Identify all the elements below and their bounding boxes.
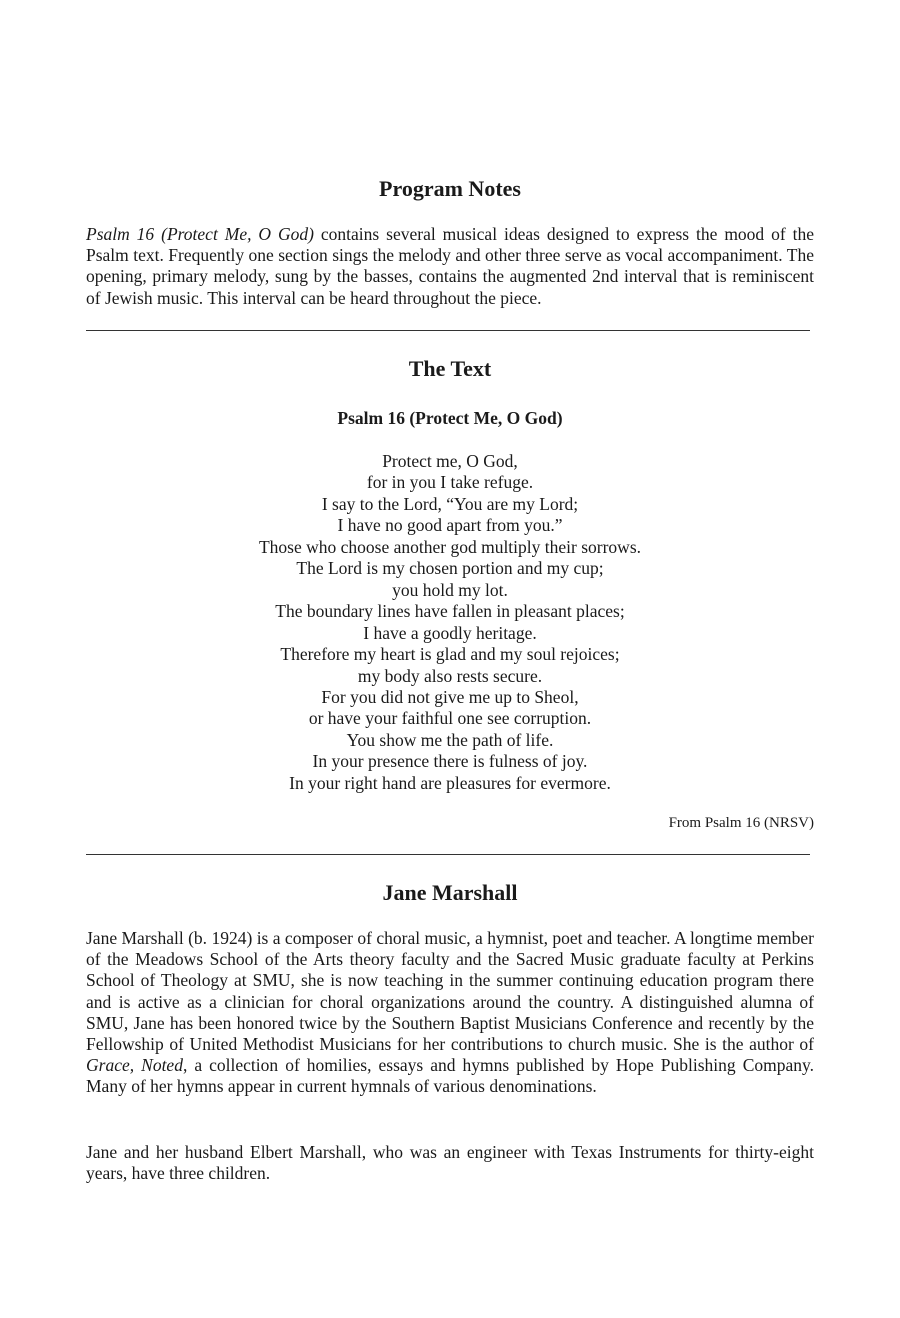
text-section-heading: The Text bbox=[408, 356, 492, 381]
psalm-line: The Lord is my chosen portion and my cup; bbox=[296, 558, 604, 579]
bio-heading: Jane Marshall bbox=[382, 880, 518, 905]
psalm-line: for in you I take refuge. bbox=[366, 472, 534, 493]
psalm-line: In your right hand are pleasures for evermore. bbox=[289, 772, 611, 793]
psalm-line: Those who choose another god multiply their sorrows. bbox=[258, 536, 642, 557]
section-divider bbox=[86, 330, 810, 331]
psalm-line: The boundary lines have fallen in pleasant places; bbox=[275, 601, 625, 622]
bio-text-start: Jane Marshall (b. 1924) is a composer of choral music, a hymnist, poet and teacher. A longtime member of the Meadows School of the Arts theory faculty and the Sacred Music graduate faculty at Perkins School of Theology at SMU, she is now teaching in the summer continuing education program there and is active as a clinician for choral organizations around the country. A distinguished alumna of SMU, Jane has been honored twice by the Southern Baptist Musicians Conference and recently by the Fellowship of United Methodist Musicians for her contributions to church music. She is the author of bbox=[86, 928, 814, 1055]
program-notes-heading: Program Notes bbox=[379, 176, 521, 201]
program-notes-paragraph bbox=[86, 224, 814, 309]
psalm-line: I have a goodly heritage. bbox=[363, 622, 537, 643]
psalm-line: Therefore my heart is glad and my soul rejoices; bbox=[280, 644, 620, 665]
psalm-source: From Psalm 16 (NRSV) bbox=[668, 815, 814, 831]
psalm-line: For you did not give me up to Sheol, bbox=[321, 686, 579, 707]
psalm-line: In your presence there is fulness of joy. bbox=[312, 751, 588, 772]
bio-family-paragraph: Jane and her husband Elbert Marshall, who was an engineer with Texas Instruments for thirty-eight years, have three children. bbox=[86, 1142, 814, 1184]
bio-text-end: , a collection of homilies, essays and hymns published by Hope Publishing Company. Many of her hymns appear in current hymnals of various denominations. bbox=[86, 1055, 814, 1097]
psalm-line: Protect me, O God, bbox=[382, 451, 518, 471]
psalm-line: you hold my lot. bbox=[392, 579, 508, 600]
program-notes-work-title: Psalm 16 (Protect Me, O God) bbox=[86, 224, 314, 244]
psalm-line: or have your faithful one see corruption. bbox=[308, 708, 592, 729]
psalm-text bbox=[86, 451, 814, 794]
psalm-line: I say to the Lord, “You are my Lord; bbox=[321, 493, 579, 514]
psalm-line: I have no good apart from you.” bbox=[337, 515, 563, 536]
section-divider bbox=[86, 854, 810, 855]
psalm-line: You show me the path of life. bbox=[346, 729, 554, 750]
program-notes-body: contains several musical ideas designed to express the mood of the Psalm text. Frequently one section sings the melody and other three serve as vocal accompaniment. The opening, primary melody, sung by the basses, contains the augmented 2nd interval that is reminiscent of Jewish music. This interval can be heard throughout the piece. bbox=[86, 224, 815, 308]
psalm-line: my body also rests secure. bbox=[357, 665, 543, 686]
psalm-title: Psalm 16 (Protect Me, O God) bbox=[337, 408, 563, 428]
bio-paragraph bbox=[86, 928, 814, 1098]
book-title: Grace, Noted bbox=[86, 1055, 183, 1076]
